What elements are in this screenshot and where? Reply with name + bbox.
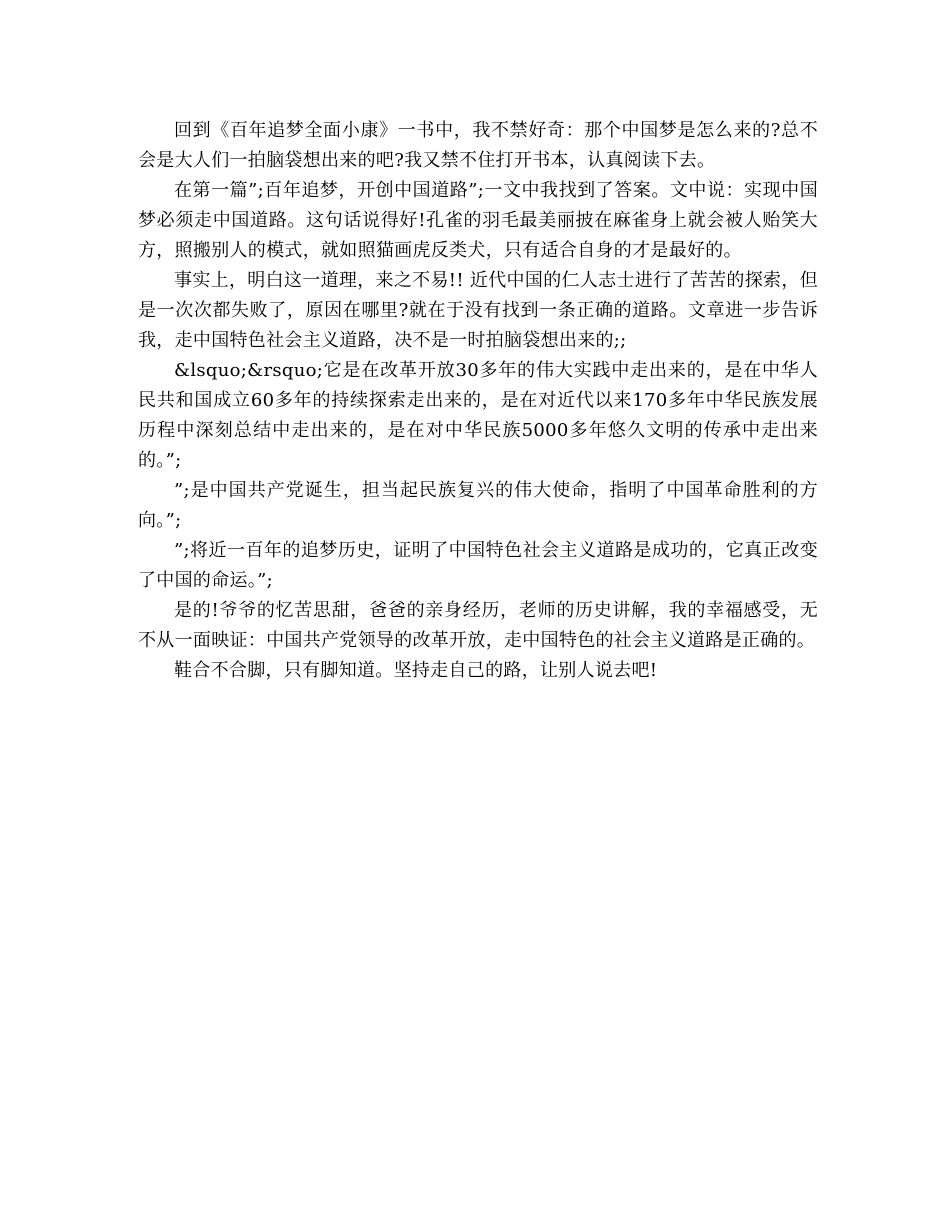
paragraph-2: 在第一篇”;百年追梦，开创中国道路”;一文中我找到了答案。文中说：实现中国梦必须走中国道路。这句话说得好!孔雀的羽毛最美丽披在麻雀身上就会被人贻笑大方，照搬别人的模式，就如照猫画虎反类犬，只有适合自身的才是最好的。 xyxy=(138,180,818,261)
paragraph-8: 鞋合不合脚，只有脚知道。坚持走自己的路，让别人说去吧! xyxy=(174,660,658,681)
document-body xyxy=(138,116,818,686)
paragraph-7: 是的!爷爷的忆苦思甜，爸爸的亲身经历，老师的历史讲解，我的幸福感受，无不从一面映证：中国共产党领导的改革开放，走中国特色的社会主义道路是正确的。 xyxy=(138,600,818,651)
paragraph-6: ”;将近一百年的追梦历史，证明了中国特色社会主义道路是成功的，它真正改变了中国的命运。”; xyxy=(138,540,818,591)
paragraph-3: 事实上，明白这一道理，来之不易!! 近代中国的仁人志士进行了苦苦的探索，但是一次次都失败了，原因在哪里?就在于没有找到一条正确的道路。文章进一步告诉我，走中国特色社会主义道路，决不是一时拍脑袋想出来的;; xyxy=(138,270,818,351)
paragraph-1: 回到《百年追梦全面小康》一书中，我不禁好奇：那个中国梦是怎么来的?总不会是大人们一拍脑袋想出来的吧?我又禁不住打开书本，认真阅读下去。 xyxy=(138,120,818,171)
paragraph-5: ”;是中国共产党诞生，担当起民族复兴的伟大使命，指明了中国革命胜利的方向。”; xyxy=(138,480,818,531)
paragraph-4: &lsquo;&rsquo;它是在改革开放30多年的伟大实践中走出来的，是在中华人民共和国成立60多年的持续探索走出来的，是在对近代以来170多年中华民族发展历程中深刻总结中走出来的，是在对中华民族5000多年悠久文明的传承中走出来的。”; xyxy=(138,360,818,471)
